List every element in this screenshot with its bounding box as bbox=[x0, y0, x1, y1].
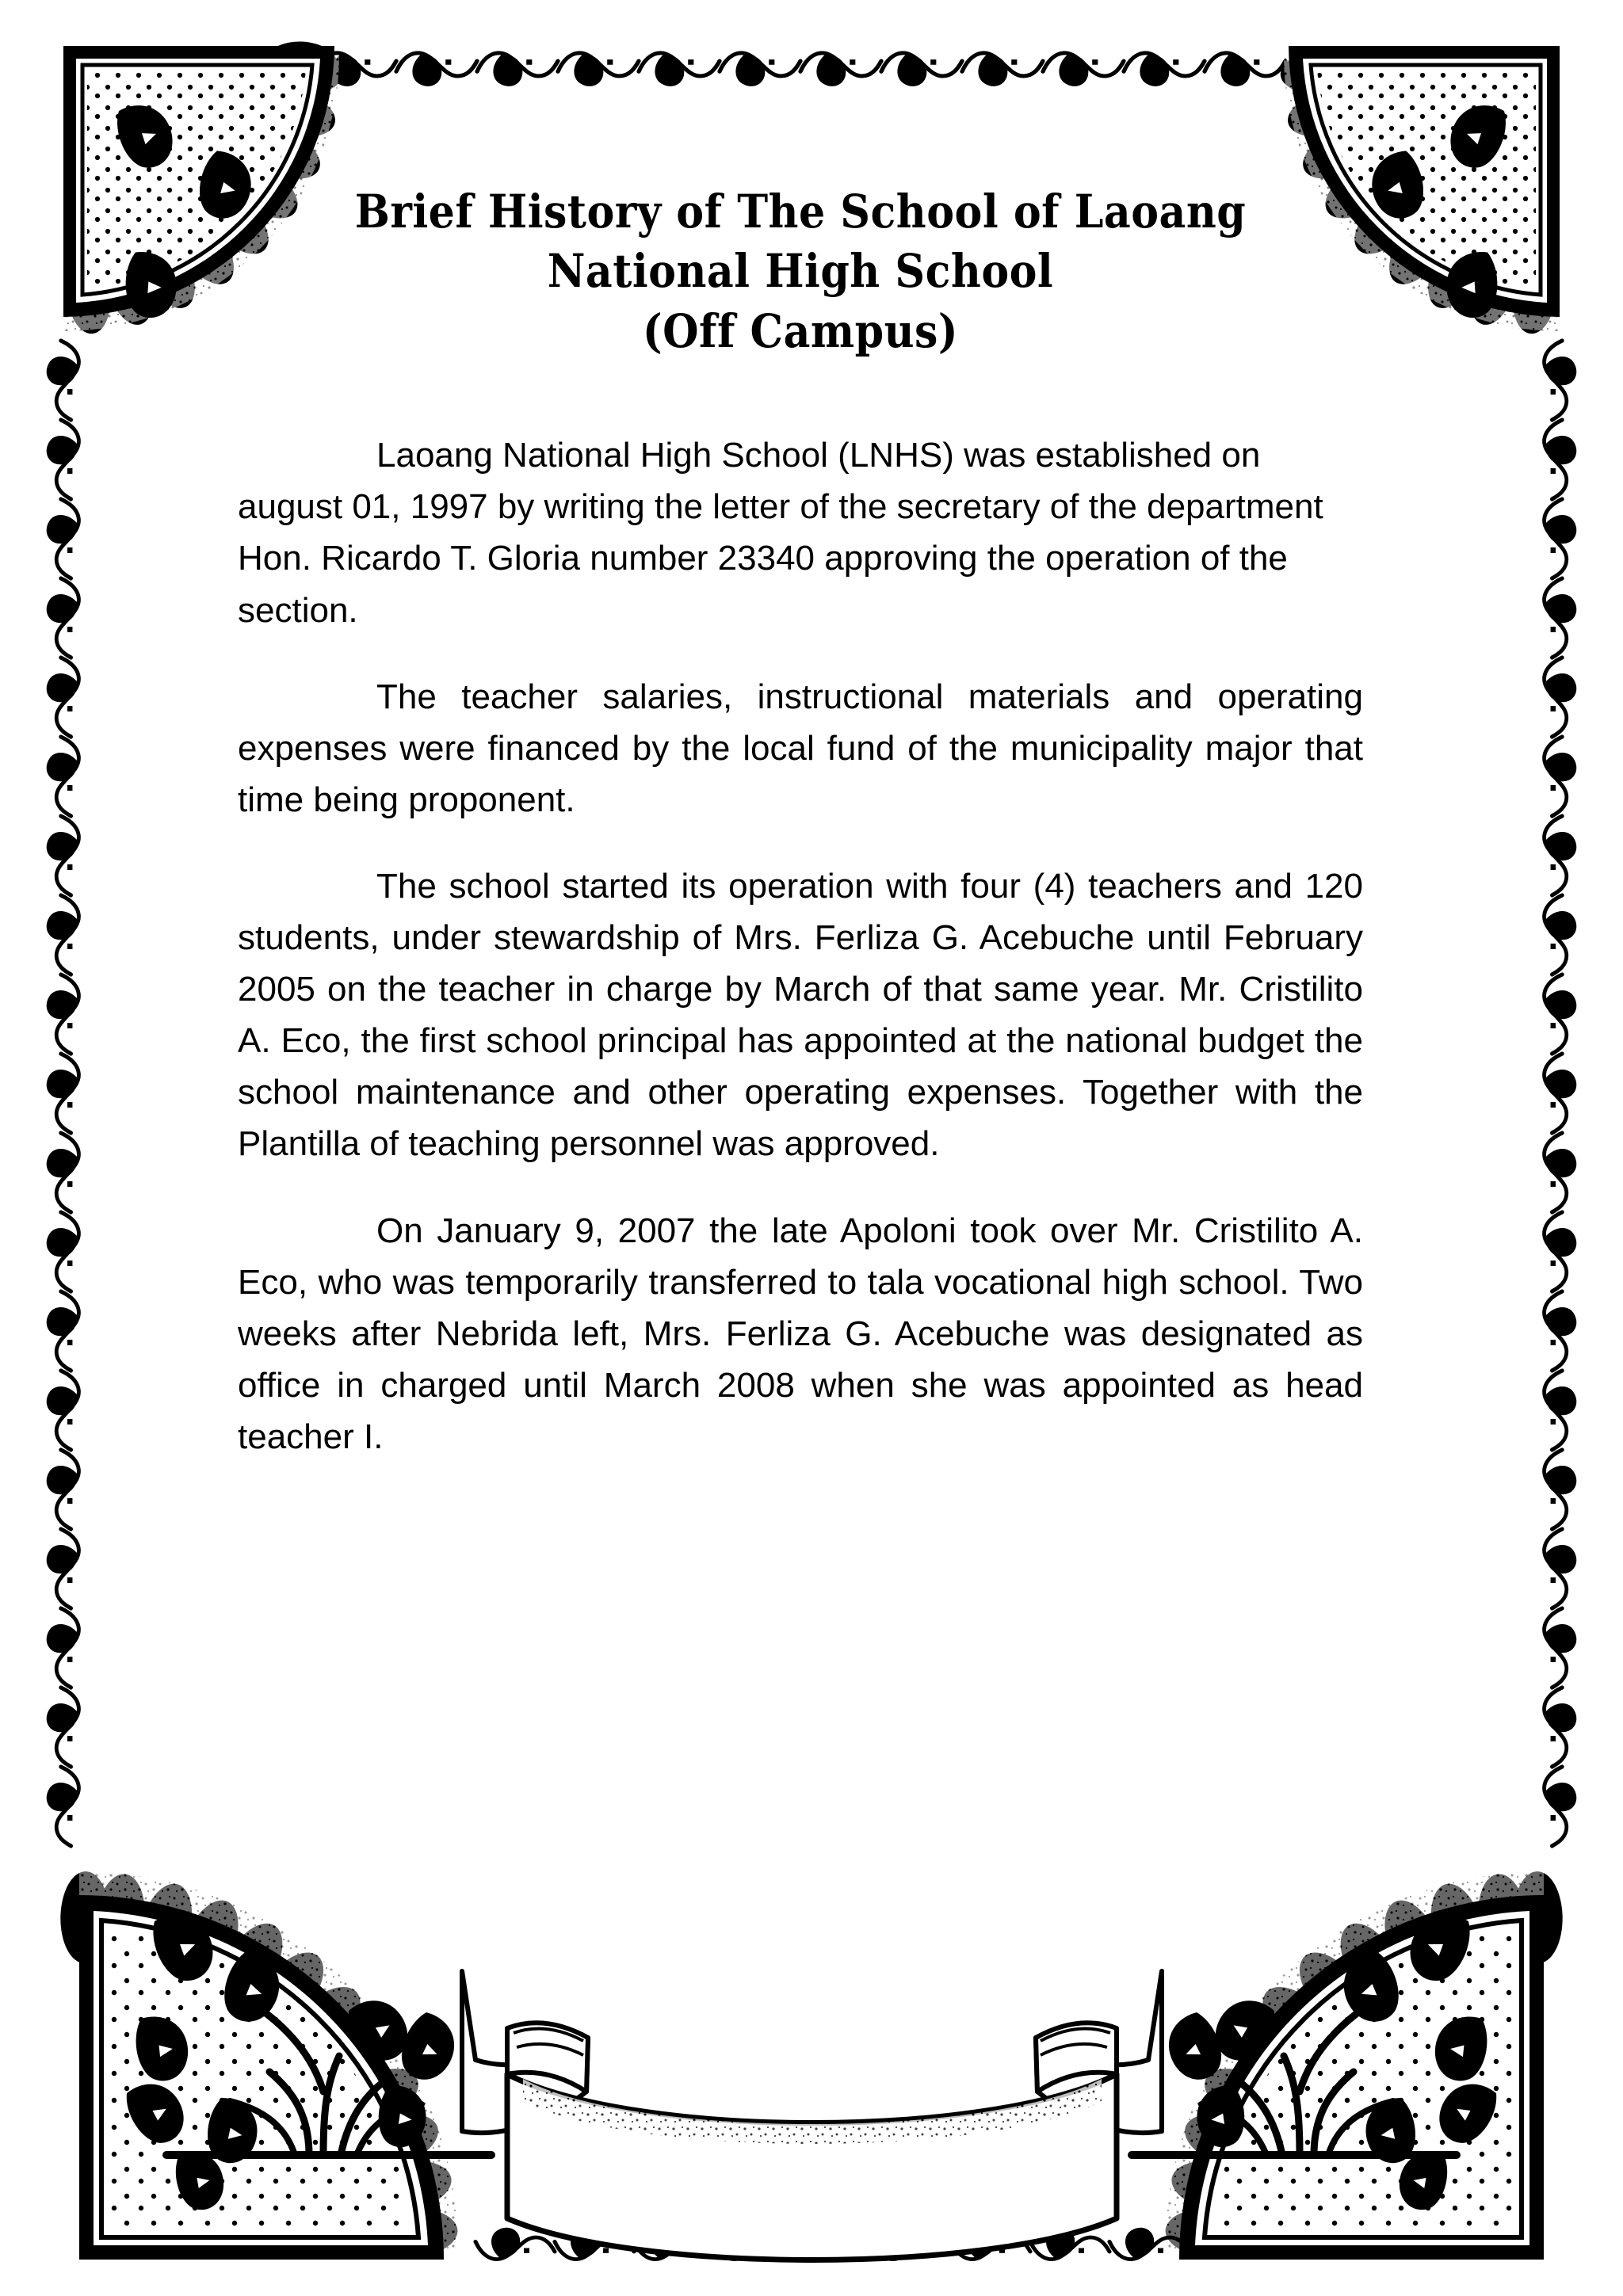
paragraph-1: Laoang National High School (LNHS) was established on august 01, 1997 by writing the letter of the secretary of the department Hon. Ricardo T. Gloria number 23340 approving the operation of the section. bbox=[238, 436, 1323, 630]
title-line-3: (Off Campus) bbox=[642, 303, 959, 358]
right-border-vine bbox=[1545, 341, 1577, 1846]
body-text bbox=[238, 429, 1363, 1463]
bottom-left-flower-cluster bbox=[120, 1905, 491, 2214]
title-line-2: National High School bbox=[547, 244, 1054, 299]
document-content bbox=[238, 182, 1363, 1463]
paragraph-3: The school started its operation with four (4) teachers and 120 students, under stewardship of Mrs. Ferliza G. Acebuche until February 2005 on the teacher in charge by March of that same year. Mr. Cristilito A. Eco, the first school principal has appointed at the national budget the school maintenance and other operating expenses. Together with the Plantilla of teaching personnel was approved. bbox=[238, 866, 1363, 1164]
bottom-right-flower-cluster bbox=[1132, 1905, 1503, 2214]
ribbon-banner bbox=[462, 1971, 1162, 2260]
page-title bbox=[238, 182, 1363, 361]
title-line-1: Brief History of The School of Laoang bbox=[354, 185, 1247, 238]
bottom-left-corner-ornament bbox=[59, 1871, 459, 2260]
paragraph-2: The teacher salaries, instructional materials and operating expenses were financed by the local fund of the municipality major that time being proponent. bbox=[238, 677, 1363, 819]
left-border-vine bbox=[47, 341, 79, 1846]
paragraph-4: On January 9, 2007 the late Apoloni took over Mr. Cristilito A. Eco, who was temporarily transferred to tala vocational high school. Two weeks after Nebrida left, Mrs. Ferliza G. Acebuche was designated as office in charged until March 2008 when she was appointed as head teacher I. bbox=[238, 1211, 1363, 1457]
bottom-border-vine bbox=[475, 2228, 1189, 2260]
bottom-right-corner-ornament bbox=[1164, 1871, 1564, 2260]
top-border-vine bbox=[315, 53, 1366, 86]
banner-caption-area bbox=[444, 1945, 1173, 2286]
